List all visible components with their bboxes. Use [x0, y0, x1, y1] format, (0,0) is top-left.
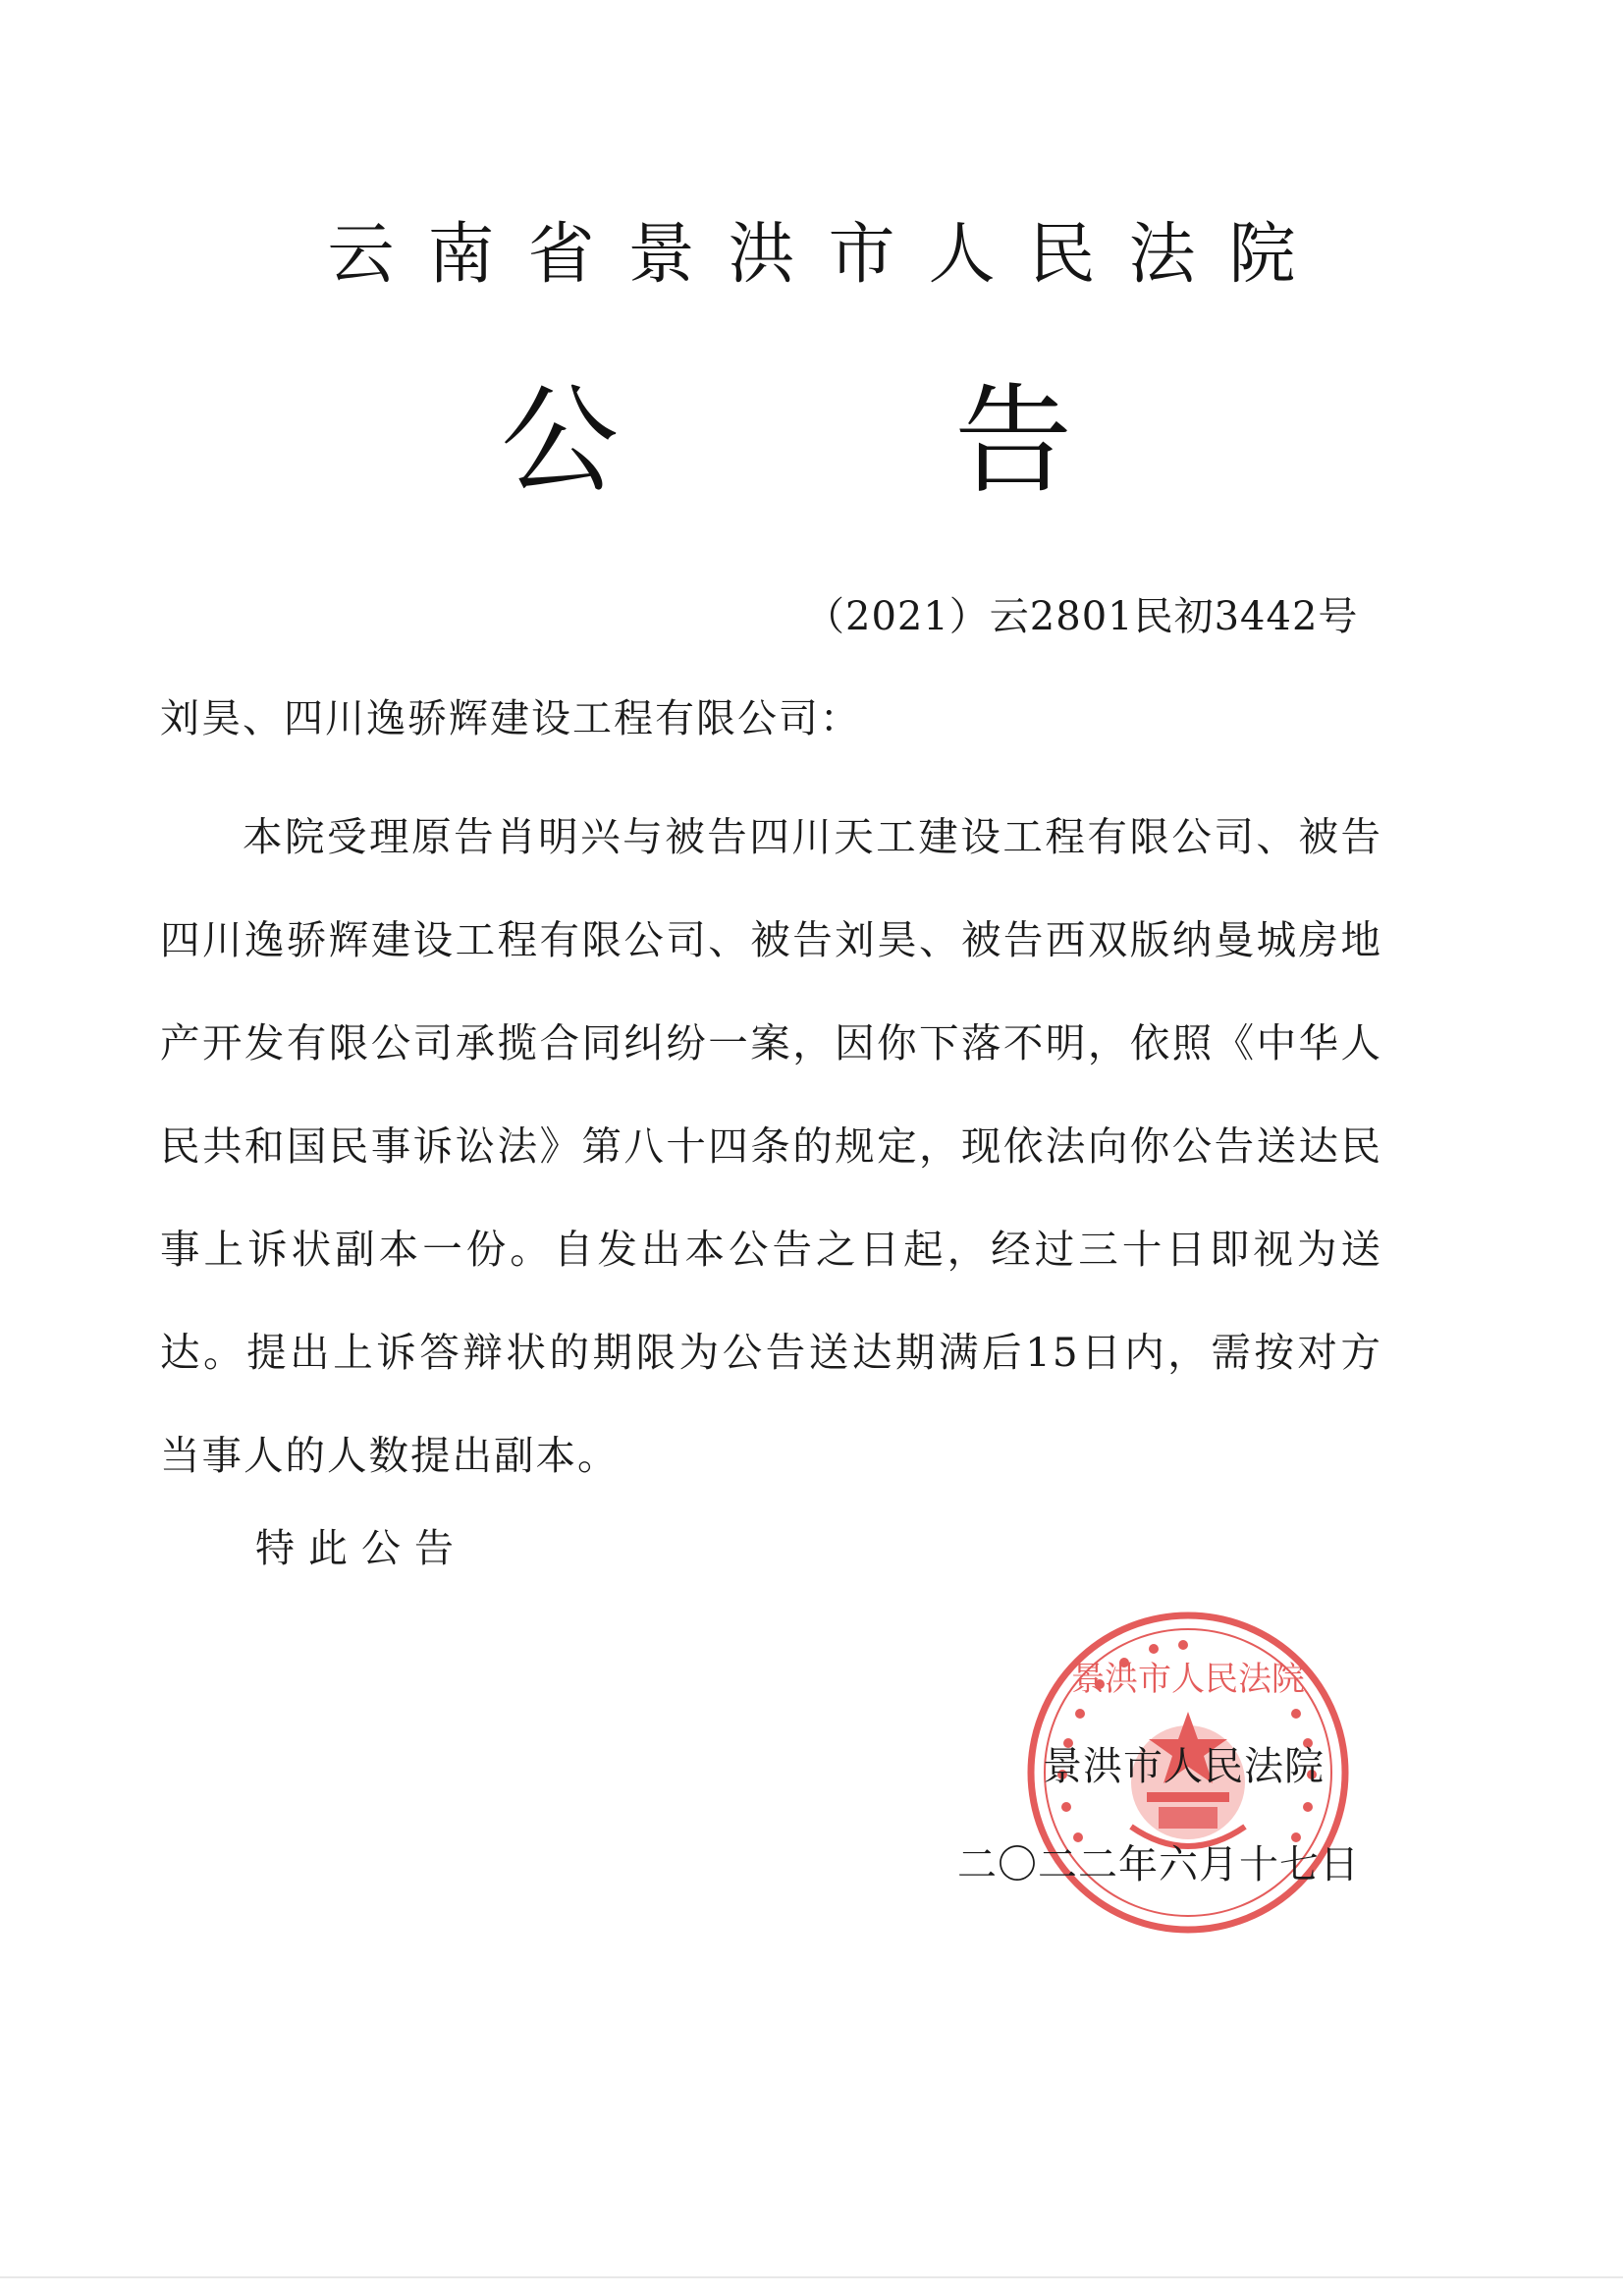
notice-body: 本院受理原告肖明兴与被告四川天工建设工程有限公司、被告四川逸骄辉建设工程有限公司、被告刘昊、被告西双版纳曼城房地产开发有限公司承揽合同纠纷一案，因你下落不明，依照《中华人民共和国民事诉讼法》第八十四条的规定，现依法向你公告送达民事上诉状副本一份。自发出本公告之日起，经过三十日即视为送达。提出上诉答辩状的期限为公告送达期满后15日内，需按对方当事人的人数提出副本。: [160, 813, 1382, 1479]
addressee: 刘昊、四川逸骄辉建设工程有限公司：: [160, 696, 861, 741]
scan-edge-divider: [0, 2276, 1623, 2278]
court-title: 云南省景洪市人民法院: [327, 216, 1329, 294]
case-number: （2021）云2801民初3442号: [805, 594, 1359, 639]
signing-date: 二〇二二年六月十七日: [957, 1842, 1360, 1887]
notice-heading-char-1: 公: [501, 373, 619, 510]
notice-heading-char-2: 告: [954, 373, 1072, 510]
signing-court: 景洪市人民法院: [1043, 1744, 1325, 1789]
closing-phrase: 特此公告: [255, 1526, 467, 1571]
seal-text: 景洪市人民法院: [1071, 1660, 1305, 1699]
notice-heading: [501, 373, 1090, 510]
